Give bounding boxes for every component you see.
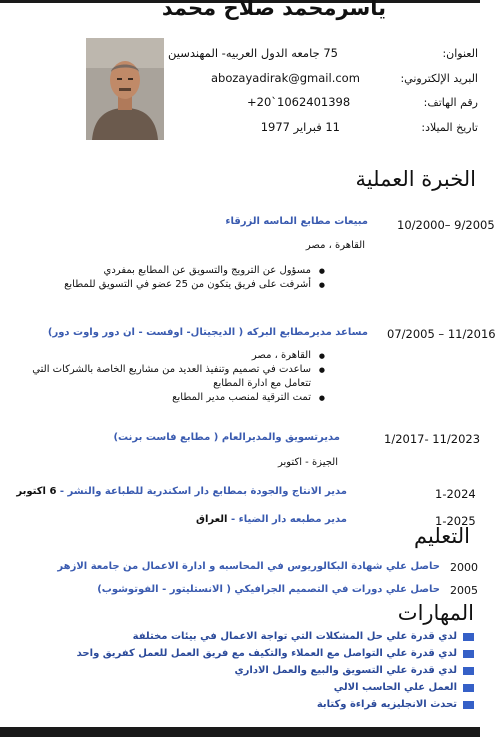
job-bullet: ● مسؤول عن الترويج والتسويق عن المطابع بمفردي xyxy=(25,264,325,278)
job-date: 10/2000– 9/2005 xyxy=(397,218,495,232)
job-role: مساعد مديرمطابع البركه ( الديجيتال- اوفست - ان دور واوت دور) xyxy=(47,327,368,338)
square-bullet-icon xyxy=(463,633,474,641)
email-value[interactable]: abozayadirak@gmail.com xyxy=(211,71,360,85)
education-heading: التعليم xyxy=(414,524,470,548)
square-bullet-icon xyxy=(463,667,474,675)
profile-photo xyxy=(86,38,164,140)
education-year: 2000 xyxy=(450,561,478,574)
phone-value: +20`1062401398 xyxy=(247,95,351,109)
skill-item xyxy=(334,682,474,693)
candidate-name: ياسرمحمد صلاح محمد xyxy=(161,0,386,20)
email-label: البريد الإلكتروني: xyxy=(400,72,478,85)
education-text: حاصل علي دورات في التصميم الجرافيكي ( الانستليتور - الفوتوشوب) xyxy=(97,584,440,595)
address-label: العنوان: xyxy=(442,47,478,60)
job-role xyxy=(16,486,347,497)
education-text: حاصل علي شهادة البكالوريوس في المحاسبه و ادارة الاعمال من جامعة الازهر xyxy=(57,561,440,572)
birth-label: تاريخ الميلاد: xyxy=(421,121,478,134)
job-date: 1/2017- 11/2023 xyxy=(384,432,481,446)
job-date: 1-2025 xyxy=(435,514,476,528)
skill-item xyxy=(317,699,474,710)
skill-text: لدي قدرة علي التواصل مع العملاء والتكيف مع فريق العمل للعمل كفريق واحد xyxy=(76,648,457,659)
birth-value: 11 فبراير 1977 xyxy=(260,120,340,134)
job-role-location: 6 اكتوبر xyxy=(16,486,57,497)
skill-item xyxy=(77,648,474,659)
job-bullet: ● تمت الترقية لمنصب مدير المطابع xyxy=(15,391,325,405)
skills-heading: المهارات xyxy=(397,601,474,625)
job-role-text: مدير مطبعه دار الضياء - xyxy=(230,514,347,525)
job-location: الجيزة - اكتوبر xyxy=(277,457,338,468)
job-bullet: ● ساعدت في تصميم وتنفيذ العديد من مشاريع الخاصة بالشركات التي تتعامل مع ادارة المطابع xyxy=(15,363,325,391)
skill-item xyxy=(133,631,474,642)
job-date: 07/2005 – 11/2016 xyxy=(387,327,496,341)
experience-heading: الخبرة العملية xyxy=(355,167,476,191)
job-role-location: العراق xyxy=(196,514,228,525)
job-location: القاهرة ، مصر xyxy=(305,240,365,251)
square-bullet-icon xyxy=(463,650,474,658)
job-bullet: ● أشرفت على فريق يتكون من 25 عضو في التسويق للمطابع xyxy=(25,278,325,292)
skill-text: العمل علي الحاسب الالي xyxy=(333,682,457,693)
bottom-border xyxy=(0,727,480,737)
education-year: 2005 xyxy=(450,584,478,597)
job-bullets xyxy=(25,264,325,292)
address-value: 75 جامعه الدول العربيه- المهندسين xyxy=(168,46,338,60)
job-role-text: مدير الانتاج والجودة بمطابع دار اسكندرية للطباعة والنشر - xyxy=(59,486,347,497)
skill-text: لدي قدرة علي التسويق والبيع والعمل الاداري xyxy=(234,665,457,676)
skill-text: لدي قدرة علي حل المشكلات التي تواجة الاعمال في بيئات مختلفة xyxy=(132,631,457,642)
phone-label: رقم الهاتف: xyxy=(423,96,478,109)
job-role xyxy=(196,514,347,525)
job-date: 1-2024 xyxy=(435,487,476,501)
skill-text: تحدث الانجليزيه قراءة وكتابة xyxy=(316,699,457,710)
job-bullet: ● القاهرة ، مصر xyxy=(15,349,325,363)
job-role: مبيعات مطابع الماسه الزرقاء xyxy=(225,216,368,227)
job-role: مديرتسويق والمديرالعام ( مطابع فاست برنت) xyxy=(113,432,340,443)
square-bullet-icon xyxy=(463,684,474,692)
job-bullets xyxy=(15,349,325,405)
skill-item xyxy=(235,665,475,676)
square-bullet-icon xyxy=(463,701,474,709)
